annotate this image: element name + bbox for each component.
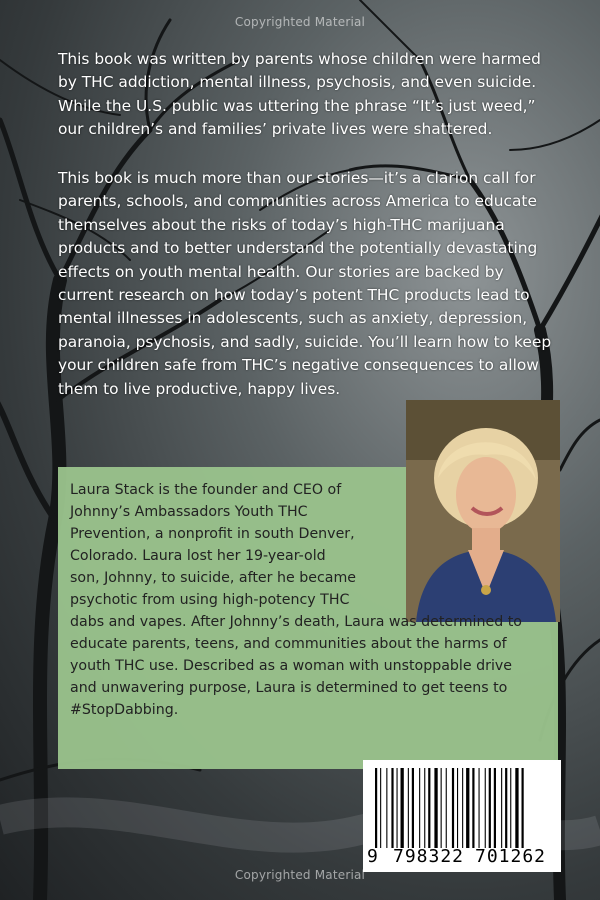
barcode-bar (466, 768, 469, 848)
barcode-bar (428, 768, 430, 848)
barcode-bar (501, 768, 502, 848)
barcode-bar (452, 768, 454, 848)
barcode-bar (391, 768, 393, 848)
barcode-bar (446, 768, 447, 848)
barcode-bar (510, 768, 511, 848)
barcode-bar (419, 768, 420, 848)
isbn-lead-digit: 9 (367, 846, 378, 867)
bio-line: youth THC use. Described as a woman with unstoppable drive (70, 658, 513, 674)
isbn-group-1: 798322 (393, 846, 465, 867)
barcode-bar (408, 768, 409, 848)
intro-line: mental illnesses in adolescents, such as anxiety, depression, (58, 309, 528, 328)
barcode-bar (412, 768, 414, 848)
bio-line: educate parents, teens, and communities about the harms of (70, 636, 507, 652)
bio-line: Johnny’s Ambassadors Youth THC (70, 504, 308, 520)
barcode-bars (373, 768, 553, 848)
barcode-bar (494, 768, 496, 848)
intro-line: your children safe from THC’s negative consequences to allow (58, 356, 539, 375)
barcode-bar (489, 768, 491, 848)
bio-line: #StopDabbing. (70, 702, 179, 718)
barcode-bar (424, 768, 425, 848)
barcode-bar (434, 768, 437, 848)
barcode-bar (441, 768, 442, 848)
intro-line: them to live productive, happy lives. (58, 379, 341, 398)
isbn-barcode (363, 760, 561, 872)
author-photo (406, 400, 560, 622)
bio-line: and unwavering purpose, Laura is determined to get teens to (70, 680, 508, 696)
barcode-bar (485, 768, 486, 848)
barcode-bar (457, 768, 458, 848)
barcode-bar (505, 768, 507, 848)
intro-line: our children’s and families’ private lives were shattered. (58, 120, 493, 139)
barcode-bar (401, 768, 404, 848)
barcode-bar (375, 768, 377, 848)
barcode-bar (479, 768, 480, 848)
barcode-bar (380, 768, 381, 848)
bio-line: psychotic from using high-potency THC (70, 592, 350, 608)
bio-line: son, Johnny, to suicide, after he became (70, 570, 356, 586)
isbn-group-2: 701262 (475, 846, 547, 867)
intro-line: products and to better understand the potentially devastating (58, 239, 538, 258)
bio-line: dabs and vapes. After Johnny’s death, Laura was determined to (70, 614, 522, 630)
barcode-bar (462, 768, 463, 848)
bio-line: Colorado. Laura lost her 19-year-old (70, 548, 326, 564)
intro-line: themselves about the risks of today’s high-THC marijuana (58, 215, 505, 234)
bio-line: Prevention, a nonprofit in south Denver, (70, 526, 355, 542)
watermark-top: Copyrighted Material (234, 15, 366, 29)
intro-line: This book is much more than our stories—it’s a clarion call for (58, 169, 536, 187)
intro-line: by THC addiction, mental illness, psychosis, and even suicide. (58, 73, 537, 92)
author-portrait-illustration (406, 400, 560, 622)
barcode-bar (522, 768, 524, 848)
barcode-bar (515, 768, 518, 848)
barcode-bar (386, 768, 387, 848)
barcode-bar (472, 768, 474, 848)
intro-line: paranoia, psychosis, and sadly, suicide. You’ll learn how to keep (58, 332, 552, 351)
intro-line: current research on how today’s potent THC products lead to (58, 286, 530, 305)
intro-line: parents, schools, and communities across America to educate (58, 192, 537, 211)
barcode-bar (397, 768, 398, 848)
intro-line: This book was written by parents whose children were harmed (58, 50, 541, 68)
watermark-bottom: Copyrighted Material (234, 868, 366, 882)
bio-line: Laura Stack is the founder and CEO of (70, 482, 342, 498)
intro-line: While the U.S. public was uttering the phrase “It’s just weed,” (58, 96, 536, 115)
intro-paragraph-1 (58, 48, 558, 142)
intro-paragraph-2 (58, 167, 558, 401)
intro-line: effects on youth mental health. Our stories are backed by (58, 262, 504, 281)
